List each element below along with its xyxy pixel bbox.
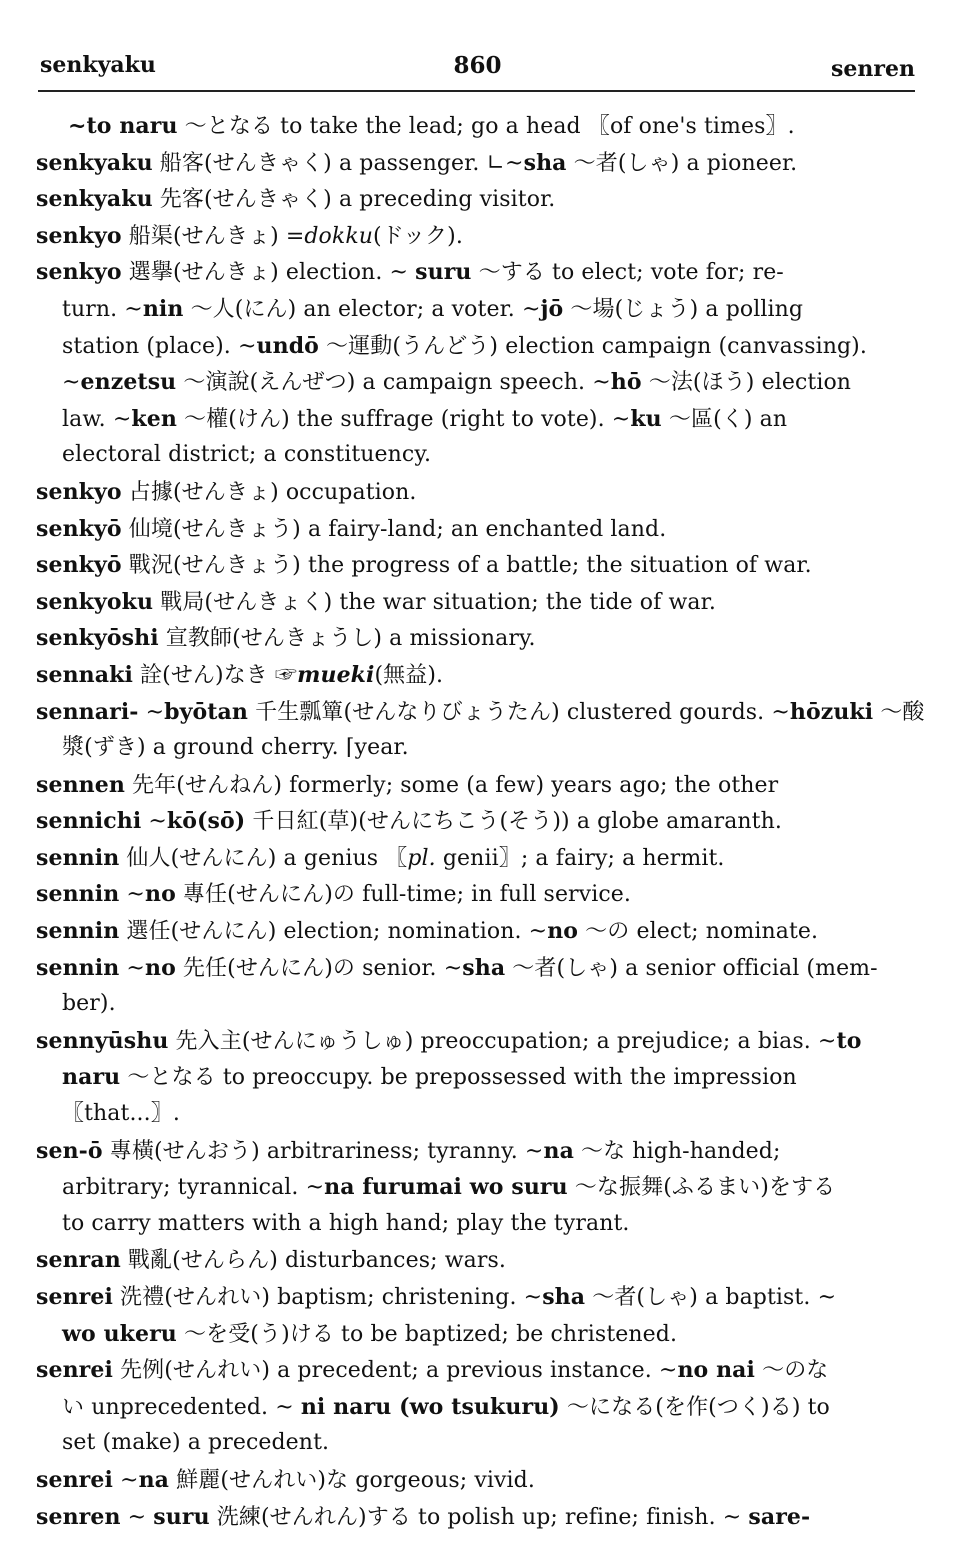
- definition-text: ~: [138, 699, 165, 725]
- entry-line: [36, 547, 916, 584]
- definition-text: set (make) a precedent.: [62, 1430, 330, 1456]
- definition-text: 漿(ずき) a ground cherry. ⌈year.: [62, 735, 409, 761]
- headword-text: sha: [523, 149, 567, 176]
- entry-line: [36, 730, 916, 767]
- headword-text: no: [144, 954, 176, 981]
- left-guide-word: senkyaku: [40, 52, 156, 78]
- definition-text: 船渠(せんきょ) =: [121, 223, 305, 249]
- page-number: 860: [453, 52, 502, 79]
- entry-line: [36, 291, 916, 328]
- definition-text: to carry matters with a high hand; play the tyrant.: [62, 1210, 630, 1236]
- page-header: [40, 52, 915, 86]
- header-rule: [38, 90, 915, 92]
- definition-text: ～を受(う)ける to be baptized; be christened.: [176, 1321, 678, 1347]
- headword-text: jō: [540, 295, 564, 322]
- headword-text: sennin: [36, 881, 120, 908]
- definition-text: 洗練(せんれん)する to polish up; refine; finish. ~: [209, 1504, 749, 1530]
- headword-text: sha: [462, 954, 506, 981]
- definition-text: dokku: [304, 223, 374, 249]
- entry-line: [36, 254, 916, 291]
- entry-line: [36, 950, 916, 987]
- definition-text: 船客(せんきゃく) a passenger. ∟~: [152, 150, 524, 176]
- entry-line: [36, 876, 916, 913]
- headword-text: senren: [36, 1503, 121, 1530]
- entry-line: [36, 767, 916, 804]
- definition-text: ~: [120, 1504, 154, 1530]
- definition-text: ~: [112, 1467, 139, 1493]
- entry-line: [36, 1096, 916, 1133]
- headword-text: sennari-: [36, 698, 139, 725]
- definition-text: 〖that...〗.: [62, 1101, 180, 1127]
- dictionary-entries: [36, 108, 925, 1535]
- entry-line: [36, 694, 925, 731]
- headword-text: senkyō: [36, 515, 122, 542]
- entry-line: [36, 437, 916, 474]
- definition-text: ～な振舞(ふるまい)をする: [567, 1175, 836, 1201]
- definition-text: ～の elect; nominate.: [578, 919, 819, 945]
- headword-text: ku: [630, 405, 662, 432]
- headword-text: senkyaku: [36, 186, 153, 213]
- definition-text: 專任(せんにん)の full-time; in full service.: [175, 882, 631, 908]
- headword-text: senran: [36, 1247, 121, 1274]
- definition-text: 千日紅(草)(せんにちこう(そう)) a globe amaranth.: [245, 809, 782, 835]
- headword-text: senrei: [36, 1284, 113, 1310]
- definition-text: 仙境(せんきょう) a fairy-land; an enchanted land.: [121, 516, 667, 542]
- headword-text: hō: [610, 369, 642, 396]
- definition-text: ber).: [62, 991, 116, 1017]
- definition-text: (無益).: [374, 662, 444, 688]
- entry-line: [36, 108, 916, 145]
- entry-line: [36, 364, 916, 401]
- definition-text: 洗禮(せんれい) baptism; christening. ~: [112, 1285, 543, 1310]
- entry-line: [36, 1425, 916, 1462]
- headword-text: undō: [256, 332, 319, 359]
- entry-line: [36, 1352, 916, 1389]
- definition-text: 先任(せんにん)の senior. ~: [175, 955, 463, 981]
- definition-text: ～者(しゃ) a senior official (mem-: [505, 955, 878, 981]
- headword-text: sennyūshu: [36, 1027, 169, 1054]
- entry-line: [36, 1023, 916, 1060]
- headword-text: kō(sō): [166, 808, 246, 835]
- headword-text: hōzuki: [789, 698, 874, 725]
- headword-text: sennen: [36, 771, 125, 798]
- definition-text: (ドック).: [373, 223, 463, 249]
- headword-text: sennin: [36, 954, 120, 981]
- definition-text: 選擧(せんきょ) election. ~: [121, 260, 416, 286]
- headword-text: na furumai wo suru: [324, 1174, 568, 1201]
- definition-text: ～者(しゃ) a pioneer.: [566, 150, 798, 176]
- definition-text: 先例(せんれい) a precedent; a previous instance. ~: [112, 1358, 678, 1384]
- definition-text: ~: [62, 370, 81, 396]
- headword-text: ken: [131, 405, 177, 432]
- definition-text: ～區(く) an: [661, 406, 788, 432]
- headword-text: senkyoku: [36, 588, 154, 615]
- definition-text: 先客(せんきゃく) a preceding visitor.: [152, 187, 556, 213]
- headword-text: suru: [153, 1503, 210, 1530]
- definition-text: ～運動(うんどう) election campaign (canvassing).: [318, 333, 867, 359]
- entry-line: [36, 1499, 916, 1536]
- entry-line: [36, 1279, 916, 1316]
- headword-text: ni naru (wo tsukuru): [300, 1393, 560, 1420]
- headword-text: sha: [542, 1284, 586, 1310]
- entry-line: [36, 1316, 916, 1353]
- definition-text: turn. ~: [62, 296, 143, 322]
- headword-text: na: [543, 1137, 574, 1164]
- definition-text: ~: [119, 882, 145, 908]
- headword-text: na: [138, 1466, 170, 1493]
- entry-line: [36, 840, 916, 877]
- definition-text: electoral district; a constituency.: [62, 442, 432, 468]
- definition-text: 詮(せん)なき ☞: [132, 662, 298, 688]
- definition-text: ～となる to preoccupy. be prepossessed with the impression: [120, 1065, 797, 1091]
- headword-text: ~to naru: [68, 113, 178, 139]
- definition-text: arbitrary; tyrannical. ~: [62, 1175, 325, 1201]
- entry-line: [36, 181, 916, 218]
- definition-text: ～演說(えんぜつ) a campaign speech. ~: [176, 370, 611, 396]
- definition-text: ～場(じょう) a polling: [563, 296, 804, 322]
- definition-text: 鮮麗(せんれい)な gorgeous; vivid.: [169, 1467, 535, 1493]
- definition-text: 戰況(せんきょう) the progress of a battle; the situation of war.: [121, 553, 812, 579]
- definition-text: 選任(せんにん) election; nomination. ~: [119, 919, 548, 945]
- entry-line: [36, 1389, 916, 1426]
- definition-text: 先入主(せんにゅうしゅ) preoccupation; a prejudice; a bias. ~: [168, 1028, 837, 1054]
- entry-line: [36, 657, 916, 694]
- entry-line: [36, 328, 916, 365]
- headword-text: to: [836, 1027, 862, 1054]
- headword-text: mueki: [297, 661, 375, 688]
- entry-line: [36, 145, 916, 182]
- definition-text: ~: [119, 955, 145, 981]
- headword-text: no: [547, 918, 579, 945]
- headword-text: senkyōshi: [36, 625, 159, 652]
- entry-line: [36, 511, 916, 548]
- definition-text: ～權(けん) the suffrage (right to vote). ~: [176, 406, 631, 432]
- headword-text: sennaki: [36, 661, 133, 688]
- headword-text: senkyō: [36, 552, 122, 579]
- headword-text: sennin: [36, 918, 120, 945]
- headword-text: senkyo: [36, 478, 122, 505]
- definition-text: ～酸: [873, 699, 925, 725]
- definition-text: ～になる(を作(つく)る) to: [559, 1394, 830, 1420]
- headword-text: byōtan: [164, 698, 249, 725]
- definition-text: ～な high-handed;: [573, 1138, 781, 1164]
- definition-text: ～となる to take the lead; go a head 〖of one's times〗.: [177, 114, 795, 139]
- definition-text: 先年(せんねん) formerly; some (a few) years ago; the other: [124, 772, 779, 798]
- definition-text: 戰局(せんきょく) the war situation; the tide of war.: [153, 589, 716, 615]
- headword-text: sen-ō: [36, 1137, 103, 1164]
- entry-line: [36, 986, 916, 1023]
- definition-text: station (place). ~: [62, 333, 257, 359]
- headword-text: sare-: [748, 1503, 811, 1530]
- entry-line: [36, 1059, 916, 1096]
- definition-text: ～法(ほう) election: [641, 370, 852, 396]
- entry-line: [36, 474, 916, 511]
- headword-text: naru: [62, 1064, 121, 1091]
- headword-text: sennichi: [36, 808, 142, 835]
- definition-text: 占據(せんきょ) occupation.: [121, 479, 417, 505]
- headword-text: senrei: [36, 1357, 113, 1384]
- headword-text: senkyo: [36, 259, 122, 286]
- entry-line: [36, 1169, 916, 1206]
- definition-text: ~: [141, 809, 167, 835]
- headword-text: wo ukeru: [62, 1320, 177, 1347]
- definition-text: 千生瓢簞(せんなりびょうたん) clustered gourds. ~: [248, 699, 790, 725]
- definition-text: genii〗; a fairy; a hermit.: [435, 845, 725, 871]
- definition-text: 戰亂(せんらん) disturbances; wars.: [120, 1248, 506, 1274]
- entry-line: [36, 1242, 916, 1279]
- entry-line: [36, 620, 916, 657]
- headword-text: no: [144, 881, 176, 908]
- definition-text: ～する to elect; vote for; re-: [471, 260, 784, 286]
- definition-text: ～のな: [755, 1358, 829, 1384]
- definition-text: い unprecedented. ~: [62, 1394, 301, 1420]
- entry-line: [36, 803, 916, 840]
- entry-line: [36, 584, 916, 621]
- entry-line: [36, 401, 916, 438]
- headword-text: no nai: [677, 1357, 755, 1384]
- entry-line: [36, 218, 916, 255]
- entry-line: [36, 913, 916, 950]
- entry-line: [36, 1206, 916, 1243]
- headword-text: senrei: [36, 1466, 113, 1493]
- headword-text: senkyaku: [36, 149, 153, 176]
- definition-text: pl.: [407, 845, 436, 871]
- headword-text: enzetsu: [80, 369, 177, 396]
- definition-text: 專橫(せんおう) arbitrariness; tyranny. ~: [102, 1138, 544, 1164]
- headword-text: senkyo: [36, 222, 122, 249]
- definition-text: ～人(にん) an elector; a voter. ~: [183, 296, 541, 322]
- definition-text: 仙人(せんにん) a genius 〖: [119, 845, 408, 871]
- headword-text: nin: [142, 295, 184, 322]
- headword-text: suru: [415, 259, 472, 286]
- definition-text: law. ~: [62, 406, 132, 432]
- right-guide-word: senren: [831, 56, 915, 82]
- headword-text: sennin: [36, 844, 120, 871]
- definition-text: 宣教師(せんきょうし) a missionary.: [158, 626, 536, 652]
- definition-text: ～者(しゃ) a baptist. ~: [585, 1285, 837, 1310]
- entry-line: [36, 1133, 916, 1170]
- entry-line: [36, 1462, 916, 1499]
